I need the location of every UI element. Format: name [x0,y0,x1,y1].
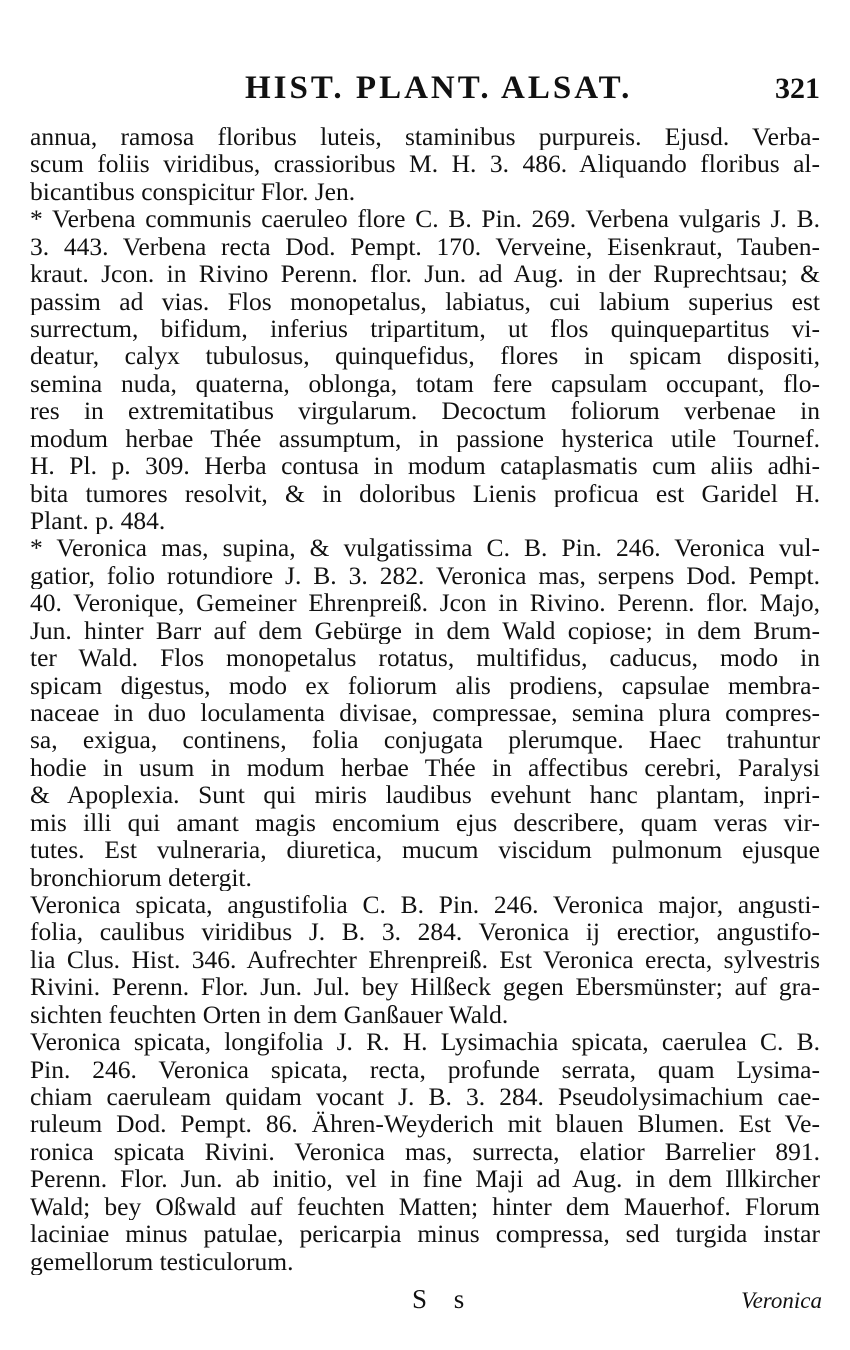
signature-mark: S s [412,1284,475,1314]
text-line: * Veronica mas, supina, & vulgatissima C. B. Pin. 246. Veronica vul- [30,534,820,562]
text-line: ruleum Dod. Pempt. 86. Ähren-Weyderich mit blauen Blumen. Est Ve- [30,1110,820,1138]
text-line: tutes. Est vulneraria, diuretica, mucum viscidum pulmonum ejusque [30,836,820,864]
text-line: Jun. hinter Barr auf dem Gebürge in dem Wald copiose; in dem Brum- [30,616,820,645]
text-line: bita tumores resolvit, & in doloribus Lienis proficua est Garidel H. [30,479,820,507]
text-line: passim ad vias. Flos monopetalus, labiatus, cui labium superius est [30,287,820,315]
text-line: bicantibus conspicitur Flor. Jen. [30,177,356,206]
text-line: Pin. 246. Veronica spicata, recta, profunde serrata, quam Lysima- [30,1055,820,1083]
text-line: H. Pl. p. 309. Herba contusa in modum cataplasmatis cum aliis adhi- [30,452,820,480]
text-line: bronchiorum detergit. [30,863,252,891]
text-line: lia Clus. Hist. 346. Aufrechter Ehrenpreiß. Est Veronica erecta, sylvestris [30,945,820,974]
text-line: folia, caulibus viridibus J. B. 3. 284. Veronica ij erectior, angustifo- [30,918,820,946]
text-line: sichten feuchten Orten in dem Ganßauer Wald. [30,1000,509,1029]
text-line: mis illi qui amant magis encomium ejus describere, quam veras vir- [30,808,820,837]
text-line: annua, ramosa floribus luteis, staminibus purpureis. Ejusd. Verba- [30,123,820,151]
text-line: 40. Veronique, Gemeiner Ehrenpreiß. Jcon in Rivino. Perenn. flor. Majo, [30,589,820,617]
page-number: 321 [775,72,820,105]
text-line: & Apoplexia. Sunt qui miris laudibus evehunt hanc plantam, inpri- [30,781,820,809]
text-line: Wald; bey Oßwald auf feuchten Matten; hinter dem Mauerhof. Florum [30,1192,820,1221]
text-line: Perenn. Flor. Jun. ab initio, vel in fine Maji ad Aug. in dem Illkircher [30,1165,820,1193]
text-line: surrectum, bifidum, inferius tripartitum, ut flos quinquepartitus vi- [30,315,820,343]
text-line: scum foliis viridibus, crassioribus M. H. 3. 486. Aliquando floribus al- [30,150,820,178]
text-line: ronica spicata Rivini. Veronica mas, surrecta, elatior Barrelier 891. [30,1137,820,1166]
text-line: modum herbae Thée assumptum, in passione hysterica utile Tournef. [30,424,820,453]
catchword: Veronica [741,1288,822,1313]
running-head: HIST. PLANT. ALSAT. [245,70,633,106]
text-line: spicam digestus, modo ex foliorum alis prodiens, capsulae membra- [30,671,820,699]
text-line: kraut. Jcon. in Rivino Perenn. flor. Jun. ad Aug. in der Ruprechtsau; & [30,260,820,288]
text-line: sa, exigua, continens, folia conjugata plerumque. Haec trahuntur [30,726,820,754]
text-line: res in extremitatibus virgularum. Decoctum foliorum verbenae in [30,397,820,425]
text-line: gatior, folio rotundiore J. B. 3. 282. Veronica mas, serpens Dod. Pempt. [30,561,820,590]
text-line: chiam caeruleam quidam vocant J. B. 3. 284. Pseudolysimachium cae- [30,1083,820,1111]
text-line: Veronica spicata, angustifolia C. B. Pin. 246. Veronica major, angusti- [30,891,820,919]
text-line: 3. 443. Verbena recta Dod. Pempt. 170. Verveine, Eisenkraut, Tauben- [30,232,820,261]
text-line: Plant. p. 484. [30,507,166,535]
text-line: naceae in duo loculamenta divisae, compressae, semina plura compres- [30,699,820,727]
text-line: Rivini. Perenn. Flor. Jun. Jul. bey Hilßeck gegen Ebersmünster; auf gra- [30,973,820,1001]
text-line: gemellorum testiculorum. [30,1247,294,1275]
text-line: semina nuda, quaterna, oblonga, totam fere capsulam occupant, flo- [30,369,820,398]
text-line: ter Wald. Flos monopetalus rotatus, multifidus, caducus, modo in [30,644,820,672]
text-line: laciniae minus patulae, pericarpia minus compressa, sed turgida instar [30,1220,820,1248]
text-line: hodie in usum in modum herbae Thée in affectibus cerebri, Paralysi [30,753,820,782]
text-line: * Verbena communis caeruleo flore C. B. Pin. 269. Verbena vulgaris J. B. [30,205,820,233]
text-line: Veronica spicata, longifolia J. R. H. Lysimachia spicata, caerulea C. B. [30,1028,820,1056]
text-line: deatur, calyx tubulosus, quinquefidus, flores in spicam dispositi, [30,342,820,370]
